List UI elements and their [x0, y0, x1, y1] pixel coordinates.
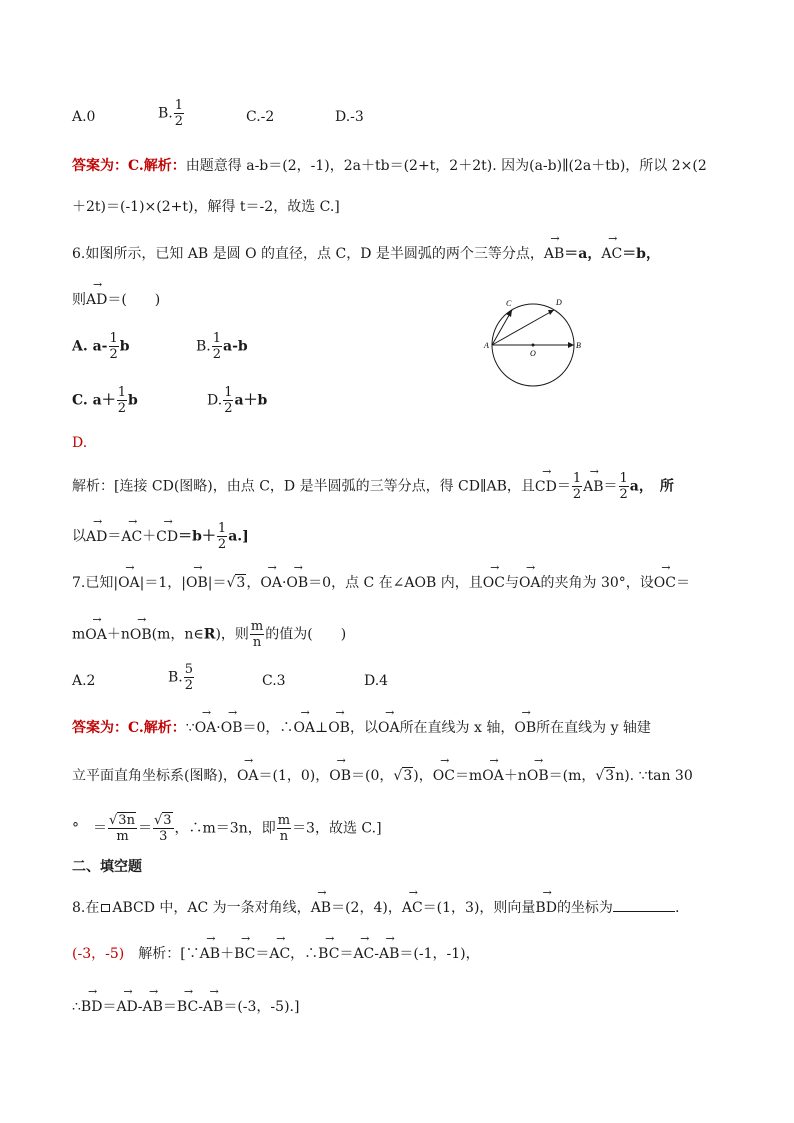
fraction-num: m	[250, 619, 264, 634]
q6-circle-figure	[482, 293, 584, 387]
center-dot	[532, 344, 535, 347]
fraction-num: √3	[153, 813, 172, 828]
sqrt-3n: 3n	[118, 813, 135, 828]
fraction-num: 1	[224, 385, 233, 400]
fraction-num: 1	[619, 471, 628, 486]
vector-oa: → OA	[482, 766, 504, 786]
fraction-num: 1	[572, 471, 582, 486]
fraction-den: 2	[572, 487, 582, 502]
fraction-den: n	[252, 635, 262, 650]
vector-bd: → BD	[535, 898, 557, 918]
q8-answer: (-3，-5)	[72, 946, 125, 962]
q6-stem-line-2	[72, 290, 160, 310]
half-fraction	[109, 331, 119, 362]
vector-oc: → OC	[654, 573, 676, 593]
q7-option-a: A.2	[72, 673, 96, 689]
fraction-den: 2	[174, 114, 184, 129]
half-fraction	[619, 471, 629, 502]
q7-text: (m，n∈	[151, 626, 204, 643]
vector-ob: → OB	[286, 573, 308, 593]
half-fraction	[217, 521, 227, 552]
answer-label: 答案为：C.解析：	[72, 158, 186, 174]
q7-text: 的值为( )	[265, 626, 347, 643]
sol-text: ∵	[185, 720, 195, 736]
vector-ac: → AC	[353, 944, 374, 964]
q8-text: ＝(2，4)，	[331, 900, 402, 916]
opt-text: a＋b	[234, 392, 268, 409]
q8-text: ABCD 中，AC 为一条对角线，	[112, 900, 311, 916]
sol-text: ＝	[107, 528, 122, 545]
answer-blank	[613, 897, 675, 912]
half-fraction	[223, 385, 233, 416]
vector-oa: → OA	[85, 625, 107, 645]
q6-eq-b: ＝b，	[622, 246, 660, 262]
q6-option-b	[196, 331, 248, 362]
q8-solution-line-1	[72, 944, 480, 964]
opt-text: A. a-	[72, 338, 108, 355]
q7-text: |＝	[207, 575, 227, 591]
sol-text: ＝	[556, 478, 571, 495]
answer-label: 答案为：C.解析：	[72, 720, 186, 736]
opt-text: D.	[207, 392, 223, 409]
sol-text: ＝	[162, 999, 177, 1015]
sol-text: 所在直线为 y 轴建	[536, 720, 651, 736]
label-a: A	[484, 341, 489, 350]
sqrt3n-over-m	[108, 813, 137, 844]
q7-text: 的夹角为 30°，设	[540, 575, 654, 591]
sol-text: n). ∵tan 30	[615, 768, 693, 784]
q5-option-c: C.-2	[246, 109, 275, 125]
sol-text: -	[374, 946, 379, 962]
opt-text: b	[119, 338, 130, 355]
q5-solution-text-1: 由题意得 a-b＝(2，-1)，2a＋tb＝(2+t，2＋2t). 因为(a-b)∥(2a＋tb)，所以 2×(2	[185, 158, 707, 174]
sol-text: a， 所	[629, 478, 674, 495]
q7-solution-line-3	[72, 813, 382, 844]
q8-solution-line-2	[72, 997, 299, 1017]
q6-option-d	[207, 385, 267, 416]
label-o: O	[530, 349, 536, 358]
vector-bc: → BC	[177, 997, 198, 1017]
sol-text: ＝(-1，-1)，	[399, 946, 480, 962]
vector-ob: → OB	[328, 718, 350, 738]
fraction-num: 5	[184, 662, 194, 677]
label-d: D	[556, 298, 562, 307]
half-fraction	[572, 471, 582, 502]
vector-ac: → AC	[121, 527, 142, 547]
q7-text: ＝0，点 C 在∠AOB 内，且	[308, 575, 483, 591]
q7-stem-line-1: 7.已知|→ OA|＝1，|→ OB|＝√3，→ OA·→ OB＝0，点 C 在∠AOB 内，且→ OC与→ OA的夹角为 30°，设→ OC＝	[72, 573, 690, 593]
sol-text: ＝m	[454, 768, 483, 784]
q8-text: 8.在	[72, 900, 100, 916]
opt-text: a-b	[223, 338, 248, 355]
q7-text: ·	[281, 575, 287, 591]
q8-stem: 8.在 ABCD 中，AC 为一条对角线，→ AB＝(2，4)，→ AC＝(1，3)，则向量→ BD的坐标为 .	[72, 897, 679, 918]
sol-text: ＝(0，	[351, 768, 394, 784]
sqrt-3: 3	[605, 768, 615, 784]
sol-text: ＝(1，0)，	[258, 768, 330, 784]
vector-ob: → OB	[221, 718, 243, 738]
vector-oc: → OC	[433, 766, 455, 786]
sol-text: 以	[72, 528, 86, 545]
vector-oa: → OA	[293, 718, 315, 738]
vector-ob: → OB	[527, 766, 549, 786]
vector-ac: → AC	[402, 898, 423, 918]
q6-eq-a: ＝a，	[564, 246, 602, 262]
arrow-b	[568, 342, 574, 348]
opt-text: b	[128, 392, 138, 409]
vector-ab: → AB	[311, 898, 331, 918]
fraction-den: 2	[224, 401, 233, 416]
fraction-num: 1	[212, 331, 222, 346]
vector-ab: → AB	[379, 944, 399, 964]
label-c: C	[506, 299, 512, 308]
vector-ab: → AB	[203, 997, 223, 1017]
sol-text: ＝b＋	[178, 528, 216, 545]
q5-option-a: A.0	[72, 109, 96, 125]
sqrt-3: 3	[403, 768, 413, 784]
q8-text: ＝(1，3)，则向量	[422, 900, 536, 916]
parallelogram-icon	[101, 904, 110, 912]
vector-ad: → AD	[86, 290, 107, 310]
sol-text: ，∴m＝3n，即	[174, 820, 276, 837]
vector-ad: → AD	[116, 997, 137, 1017]
q7-text: ，	[246, 575, 261, 591]
q7-text: m	[72, 626, 86, 643]
sol-text: ＝	[137, 820, 152, 837]
vector-ad: → AD	[86, 527, 107, 547]
sol-text: ＝(-3，-5).]	[223, 999, 300, 1015]
five-halves	[184, 662, 194, 693]
vector-ac: → AC	[601, 244, 622, 264]
sol-text: -	[198, 999, 203, 1015]
fraction-num: 1	[109, 331, 118, 346]
q5-option-d: D.-3	[335, 109, 364, 125]
q5-solution-line-1	[72, 156, 707, 176]
sol-text: 解析：[连接 CD(图略)，由点 C，D 是半圆弧的三等分点，得 CD∥AB，且	[72, 478, 535, 495]
q7-option-d: D.4	[364, 673, 389, 689]
sqrt-3: 3	[163, 813, 172, 828]
sol-text: ＝	[102, 999, 117, 1015]
vector-oa: → OA	[260, 573, 282, 593]
sol-text: 立平面直角坐标系(图略)，	[72, 768, 237, 784]
q6-answer: D.	[72, 435, 88, 451]
fraction-den: 3	[159, 829, 168, 844]
q6-solution-line-1	[72, 471, 674, 502]
sol-text: ＝0，∴	[242, 720, 294, 736]
sol-text: ，∴	[290, 946, 319, 962]
sol-text: ＋	[142, 528, 157, 545]
q7-text: |＝1，|	[139, 575, 187, 591]
half-fraction	[212, 331, 222, 362]
vector-ob: → OB	[130, 625, 152, 645]
q7-option-c: C.3	[262, 673, 286, 689]
sqrt-3: 3	[236, 575, 246, 591]
fraction-den: 2	[212, 347, 222, 362]
fraction-den: 2	[109, 347, 118, 362]
vector-bc: → BC	[318, 944, 339, 964]
sol-text: ＝	[603, 478, 618, 495]
vector-oa: → OA	[519, 573, 541, 593]
q5-option-b-fraction	[174, 98, 184, 129]
vector-ob: → OB	[329, 766, 351, 786]
m-over-n	[277, 813, 291, 844]
vector-ac: → AC	[269, 944, 290, 964]
q6-option-c	[72, 385, 138, 416]
q7-text: )，则	[215, 626, 249, 643]
vector-ab: → AB	[583, 477, 603, 497]
vector-cd: → CD	[535, 477, 557, 497]
fraction-den: 2	[619, 487, 628, 502]
q6-solution-line-2	[72, 521, 249, 552]
sol-text: )，	[413, 768, 433, 784]
vector-oa: → OA	[118, 573, 140, 593]
sol-text: ＝(m，	[548, 768, 596, 784]
vector-ob: → OB	[186, 573, 208, 593]
q7-text: 与	[504, 575, 519, 591]
sol-text: 解析：[∵	[138, 946, 200, 962]
q5-option-b-prefix: B.	[158, 105, 173, 122]
sol-text: ＋	[220, 946, 235, 962]
q7-stem-line-2	[72, 619, 346, 650]
fraction-den: 2	[217, 537, 227, 552]
fraction-den: n	[279, 829, 289, 844]
vector-oa: → OA	[237, 766, 259, 786]
q6-stem-text-3: ＝( )	[107, 292, 161, 308]
segment-ad	[492, 310, 554, 345]
q6-stem-text-2: 则	[72, 292, 86, 308]
fraction-den: 2	[117, 401, 126, 416]
sol-text: ＝	[339, 946, 354, 962]
sol-text: ＝3，故选 C.]	[292, 820, 382, 837]
fraction-num: 1	[174, 98, 184, 113]
sol-text: -	[137, 999, 143, 1015]
fraction-num: 1	[217, 521, 227, 536]
q5-solution-line-2: ＋2t)＝(-1)×(2+t)，解得 t＝-2，故选 C.]	[72, 199, 340, 215]
q7-text: 7.已知|	[72, 575, 119, 591]
sol-text: a.]	[228, 528, 249, 545]
q6-option-a	[72, 331, 130, 362]
sol-text: ·	[216, 720, 221, 736]
vector-bd: → BD	[81, 997, 103, 1017]
opt-text: C. a＋	[72, 392, 116, 409]
half-fraction	[117, 385, 127, 416]
vector-ab: → AB	[143, 997, 163, 1017]
vector-cd: → CD	[156, 527, 178, 547]
sol-text: ＝	[255, 946, 270, 962]
sol-text: ∴	[72, 999, 81, 1015]
sol-text: 所在直线为 x 轴，	[399, 720, 515, 736]
real-set-symbol: R	[203, 626, 216, 643]
q7-solution-line-2: 立平面直角坐标系(图略)，→ OA＝(1，0)，→ OB＝(0，√3)，→ OC＝m→ OA＋n→ OB＝(m，√3n). ∵tan 30	[72, 766, 693, 786]
m-over-n	[250, 619, 264, 650]
vector-oa: → OA	[378, 718, 400, 738]
opt-text: B.	[168, 669, 183, 686]
q7-text: ＝	[676, 575, 690, 591]
vector-ob: → OB	[514, 718, 536, 738]
opt-text: B.	[196, 338, 211, 355]
label-b: B	[576, 341, 581, 350]
vector-oc: → OC	[483, 573, 505, 593]
sol-text: ，以	[349, 720, 378, 736]
sol-text: ⊥	[315, 720, 329, 736]
fraction-num: 1	[117, 385, 126, 400]
q6-stem-line-1	[72, 244, 660, 264]
sol-text: ° ＝	[72, 820, 107, 837]
q7-solution-line-1	[72, 718, 651, 738]
q6-stem-text: 6.如图所示，已知 AB 是圆 O 的直径，点 C，D 是半圆弧的两个三等分点，	[72, 246, 544, 262]
q7-text: ＋n	[106, 626, 130, 643]
vector-ab: → AB	[200, 944, 220, 964]
fraction-den: m	[116, 829, 129, 844]
q7-option-b	[168, 662, 195, 693]
q5-option-b	[158, 98, 185, 129]
vector-oa: → OA	[195, 718, 217, 738]
q8-text: 的坐标为	[556, 900, 613, 916]
vector-bc: → BC	[234, 944, 255, 964]
sol-text: ＋n	[503, 768, 527, 784]
vector-ab: → AB	[544, 244, 564, 264]
fraction-num: √3n	[109, 813, 135, 828]
fraction-num: m	[277, 813, 291, 828]
fraction-den: 2	[184, 678, 194, 693]
sqrt3-over-3	[153, 813, 174, 844]
section-heading-fill-in: 二、填空题	[72, 859, 142, 875]
